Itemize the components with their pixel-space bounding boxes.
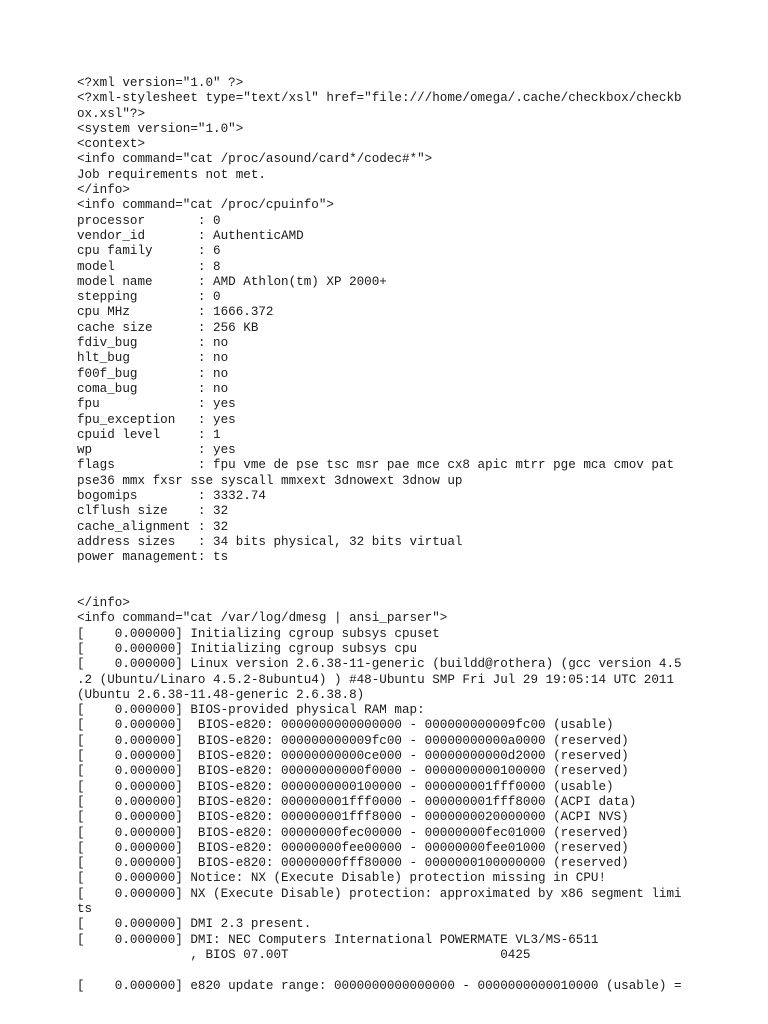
doc-line: [ 0.000000] e820 update range: 0000000000000000 - 0000000000010000 (usable) = [77, 978, 682, 993]
doc-line: vendor_id : AuthenticAMD [77, 228, 304, 243]
doc-line: fpu : yes [77, 397, 236, 412]
doc-line [77, 566, 697, 581]
doc-line: [ 0.000000] BIOS-provided physical RAM map: [77, 703, 425, 718]
doc-line: <info command="cat /proc/asound/card*/codec#*"> [77, 152, 433, 167]
doc-line: [ 0.000000] BIOS-e820: 00000000000ce000 - 00000000000d2000 (reserved) [77, 749, 629, 764]
doc-line: <system version="1.0"> [77, 121, 244, 136]
doc-line: [ 0.000000] DMI: NEC Computers International POWERMATE VL3/MS-6511 [77, 932, 599, 947]
doc-line: [ 0.000000] BIOS-e820: 000000000009fc00 - 00000000000a0000 (reserved) [77, 733, 629, 748]
doc-line: <?xml version="1.0" ?> [77, 76, 244, 90]
doc-line: ox.xsl"?> [77, 106, 146, 121]
doc-line: fpu_exception : yes [77, 412, 236, 427]
doc-line: power management: ts [77, 550, 229, 565]
doc-line: cpu family : 6 [77, 244, 221, 259]
doc-line: pse36 mmx fxsr sse syscall mmxext 3dnowext 3dnow up [77, 473, 463, 488]
doc-line: [ 0.000000] BIOS-e820: 000000001fff8000 - 0000000020000000 (ACPI NVS) [77, 810, 629, 825]
doc-line: [ 0.000000] Initializing cgroup subsys cpuset [77, 626, 440, 641]
doc-line: ts [77, 902, 93, 917]
doc-line: [ 0.000000] BIOS-e820: 00000000fee00000 - 00000000fee01000 (reserved) [77, 840, 629, 855]
doc-line: [ 0.000000] BIOS-e820: 000000001fff0000 - 000000001fff8000 (ACPI data) [77, 794, 637, 809]
doc-line: [ 0.000000] Linux version 2.6.38-11-generic (buildd@rothera) (gcc version 4.5 [77, 657, 682, 672]
doc-line: cache_alignment : 32 [77, 519, 229, 534]
doc-line: [ 0.000000] BIOS-e820: 00000000fff80000 - 0000000100000000 (reserved) [77, 856, 629, 871]
doc-line: bogomips : 3332.74 [77, 489, 266, 504]
doc-line: [ 0.000000] BIOS-e820: 0000000000000000 - 000000000009fc00 (usable) [77, 718, 614, 733]
doc-line: cpu MHz : 1666.372 [77, 305, 274, 320]
doc-line: .2 (Ubuntu/Linaro 4.5.2-8ubuntu4) ) #48-Ubuntu SMP Fri Jul 29 19:05:14 UTC 2011 [77, 672, 675, 687]
doc-line: coma_bug : no [77, 381, 229, 396]
doc-line: processor : 0 [77, 213, 221, 228]
doc-line: [ 0.000000] BIOS-e820: 0000000000100000 - 000000001fff0000 (usable) [77, 779, 614, 794]
doc-line: </info> [77, 596, 130, 611]
doc-line: </info> [77, 183, 130, 198]
doc-line: (Ubuntu 2.6.38-11.48-generic 2.6.38.8) [77, 687, 365, 702]
doc-line: cpuid level : 1 [77, 427, 221, 442]
doc-line: cache size : 256 KB [77, 320, 259, 335]
doc-line: [ 0.000000] DMI 2.3 present. [77, 917, 312, 932]
doc-line: hlt_bug : no [77, 351, 229, 366]
doc-line: model : 8 [77, 259, 221, 274]
doc-line [77, 581, 697, 596]
doc-line: <info command="cat /proc/cpuinfo"> [77, 198, 334, 213]
doc-line: stepping : 0 [77, 290, 221, 305]
doc-line: f00f_bug : no [77, 366, 229, 381]
doc-line: flags : fpu vme de pse tsc msr pae mce cx8 apic mtrr pge mca cmov pat [77, 458, 675, 473]
doc-line: , BIOS 07.00T 0425 [77, 947, 531, 962]
doc-line: <context> [77, 137, 146, 152]
doc-line: <info command="cat /var/log/dmesg | ansi_parser"> [77, 611, 448, 626]
doc-line [77, 963, 697, 978]
doc-line: [ 0.000000] Notice: NX (Execute Disable) protection missing in CPU! [77, 871, 607, 886]
document-text [77, 76, 697, 994]
doc-line: <?xml-stylesheet type="text/xsl" href="file:///home/omega/.cache/checkbox/checkb [77, 91, 682, 106]
doc-line: [ 0.000000] NX (Execute Disable) protection: approximated by x86 segment limi [77, 886, 682, 901]
doc-line: wp : yes [77, 443, 236, 458]
doc-line: address sizes : 34 bits physical, 32 bits virtual [77, 534, 463, 549]
doc-line: [ 0.000000] Initializing cgroup subsys cpu [77, 641, 418, 656]
doc-line: clflush size : 32 [77, 504, 229, 519]
doc-line: fdiv_bug : no [77, 336, 229, 351]
doc-line: [ 0.000000] BIOS-e820: 00000000fec00000 - 00000000fec01000 (reserved) [77, 825, 629, 840]
doc-line: [ 0.000000] BIOS-e820: 00000000000f0000 - 0000000000100000 (reserved) [77, 764, 629, 779]
doc-line: Job requirements not met. [77, 167, 266, 182]
doc-line: model name : AMD Athlon(tm) XP 2000+ [77, 274, 387, 289]
